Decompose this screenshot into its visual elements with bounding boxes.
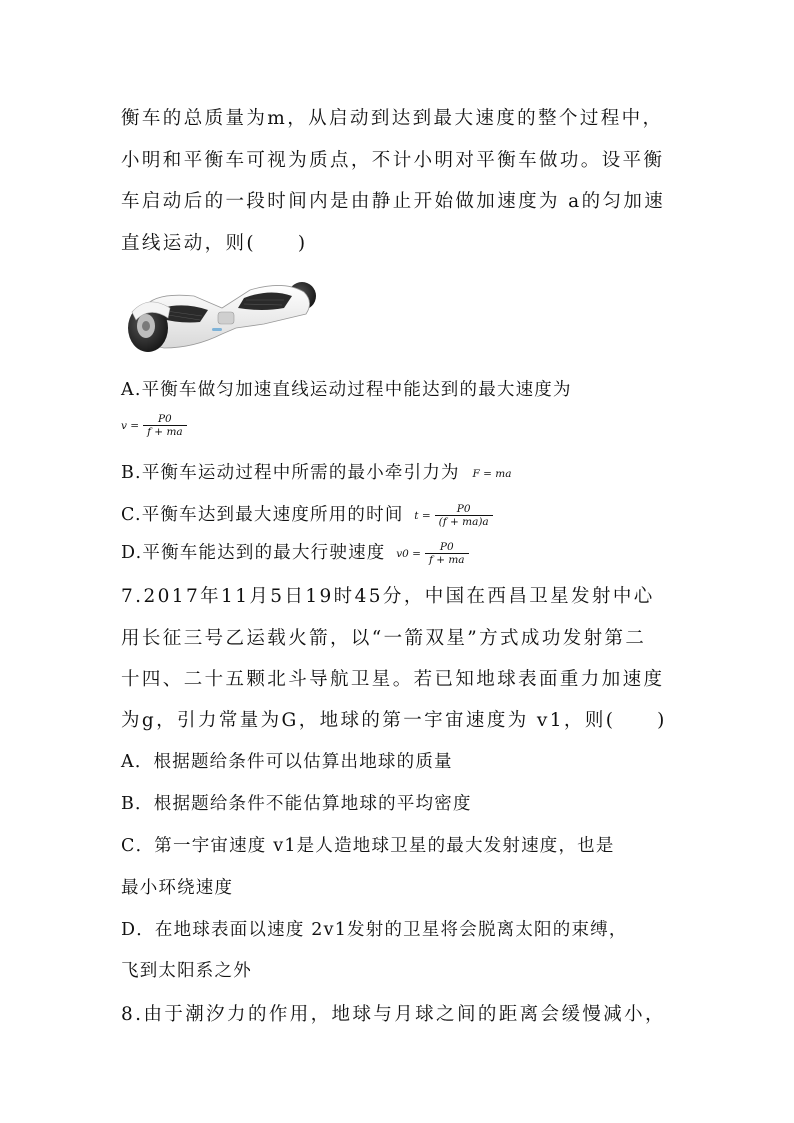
option-a-denominator: f + ma xyxy=(143,425,187,438)
option-b-equation: F = ma xyxy=(472,467,512,480)
q6-option-a: A.平衡车做匀加速直线运动过程中能达到的最大速度为 xyxy=(121,380,572,400)
option-c-fraction xyxy=(435,503,493,528)
option-d-text: D.平衡车能达到的最大行驶速度 xyxy=(121,543,386,563)
q8-line-1: 8.由于潮汐力的作用，地球与月球之间的距离会缓慢减小， xyxy=(121,1004,666,1025)
option-a-lhs: v = xyxy=(121,419,140,432)
option-c-numerator: P0 xyxy=(456,503,471,515)
q7-option-c-cont: 最小环绕速度 xyxy=(121,878,234,898)
q6-option-b xyxy=(121,461,511,486)
q6-line-3: 车启动后的一段时间内是由静止开始做加速度为 a的匀加速 xyxy=(121,191,666,212)
option-a-fraction xyxy=(143,413,187,438)
q7-option-b: B．根据题给条件不能估算地球的平均密度 xyxy=(121,794,472,814)
option-d-lhs: v0 = xyxy=(396,547,421,560)
option-b-text: B.平衡车运动过程中所需的最小牵引力为 xyxy=(121,463,460,483)
hoverboard-image xyxy=(124,278,320,358)
option-d-fraction xyxy=(425,541,469,566)
q7-option-d: D．在地球表面以速度 2v1发射的卫星将会脱离太阳的束缚， xyxy=(121,920,628,940)
q7-option-d-cont: 飞到太阳系之外 xyxy=(121,961,252,981)
option-d-numerator: P0 xyxy=(439,541,454,553)
q7-line-2: 用长征三号乙运载火箭，以“一箭双星”方式成功发射第二 xyxy=(121,628,647,649)
q7-line-1: 7.2017年11月5日19时45分，中国在西昌卫星发射中心 xyxy=(121,586,655,607)
q6-line-4: 直线运动，则( ) xyxy=(121,233,308,254)
option-a-numerator: P0 xyxy=(157,413,172,425)
q7-line-3: 十四、二十五颗北斗导航卫星。若已知地球表面重力加速度 xyxy=(121,669,665,690)
q6-option-d xyxy=(121,541,469,566)
q6-option-c xyxy=(121,503,493,528)
q7-option-c: C．第一宇宙速度 v1是人造地球卫星的最大发射速度，也是 xyxy=(121,836,615,856)
option-c-denominator: (f + ma)a xyxy=(435,515,493,528)
option-c-text: C.平衡车达到最大速度所用的时间 xyxy=(121,505,404,525)
option-c-lhs: t = xyxy=(414,509,431,522)
q6-line-2: 小明和平衡车可视为质点，不计小明对平衡车做功。设平衡 xyxy=(121,150,665,171)
q6-line-1: 衡车的总质量为m，从启动到达到最大速度的整个过程中， xyxy=(121,108,664,129)
option-d-denominator: f + ma xyxy=(425,553,469,566)
q7-line-4: 为g，引力常量为G，地球的第一宇宙速度为 v1，则( ) xyxy=(121,710,667,731)
q6-option-a-formula xyxy=(121,413,187,438)
q7-option-a: A．根据题给条件可以估算出地球的质量 xyxy=(121,752,453,772)
